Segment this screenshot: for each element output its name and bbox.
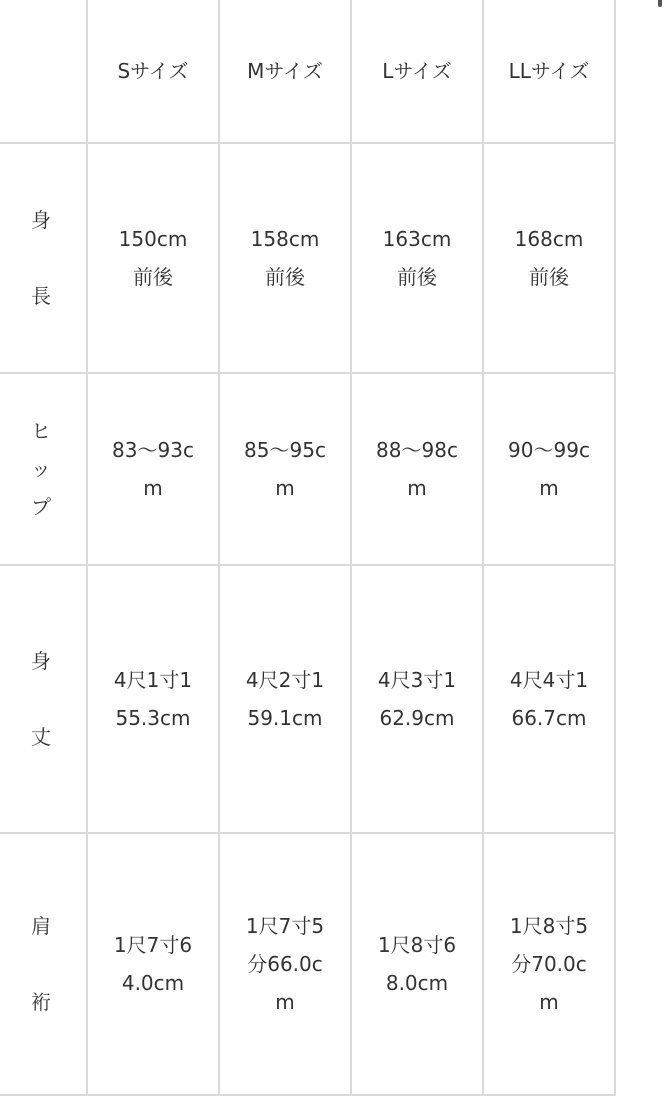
table-cell: 4尺4寸166.7cm <box>483 565 615 833</box>
table-row-yuki <box>0 833 615 1095</box>
row-label-yuki <box>0 833 87 1095</box>
table-cell: 1尺7寸64.0cm <box>87 833 219 1095</box>
table-cell: 88〜98cm <box>351 373 483 565</box>
header-size-m: Mサイズ <box>219 0 351 143</box>
row-label-bottom: 裄 <box>31 990 51 1014</box>
header-size-l: Lサイズ <box>351 0 483 143</box>
table-cell: 1尺7寸5分66.0cm <box>219 833 351 1095</box>
table-cell: 158cm前後 <box>219 143 351 373</box>
row-label-top: 肩 <box>31 914 51 938</box>
table-cell: 83〜93cm <box>87 373 219 565</box>
table-cell: 4尺2寸159.1cm <box>219 565 351 833</box>
table-row-height <box>0 143 615 373</box>
table-cell: 4尺3寸162.9cm <box>351 565 483 833</box>
row-label-bottom: 長 <box>31 284 51 308</box>
table-cell: 85〜95cm <box>219 373 351 565</box>
table-header-row <box>0 0 615 143</box>
table-cell: 90〜99cm <box>483 373 615 565</box>
scrollbar-thumb[interactable] <box>658 0 662 7</box>
table-cell: 168cm前後 <box>483 143 615 373</box>
table-cell: 1尺8寸5分70.0cm <box>483 833 615 1095</box>
table-cell: 163cm前後 <box>351 143 483 373</box>
row-label-top: ヒッ <box>31 419 51 481</box>
table-cell: 150cm前後 <box>87 143 219 373</box>
row-label-top: 身 <box>31 649 51 673</box>
row-label-bottom: プ <box>31 495 51 519</box>
table-cell: 1尺8寸68.0cm <box>351 833 483 1095</box>
row-label-bottom: 丈 <box>31 725 51 749</box>
row-label-hip <box>0 373 87 565</box>
table-row-hip <box>0 373 615 565</box>
table-row-mitake <box>0 565 615 833</box>
header-size-ll: LLサイズ <box>483 0 615 143</box>
table-cell: 4尺1寸155.3cm <box>87 565 219 833</box>
row-label-top: 身 <box>31 208 51 232</box>
corner-cell <box>0 0 87 143</box>
row-label-height <box>0 143 87 373</box>
row-label-mitake <box>0 565 87 833</box>
header-size-s: Sサイズ <box>87 0 219 143</box>
